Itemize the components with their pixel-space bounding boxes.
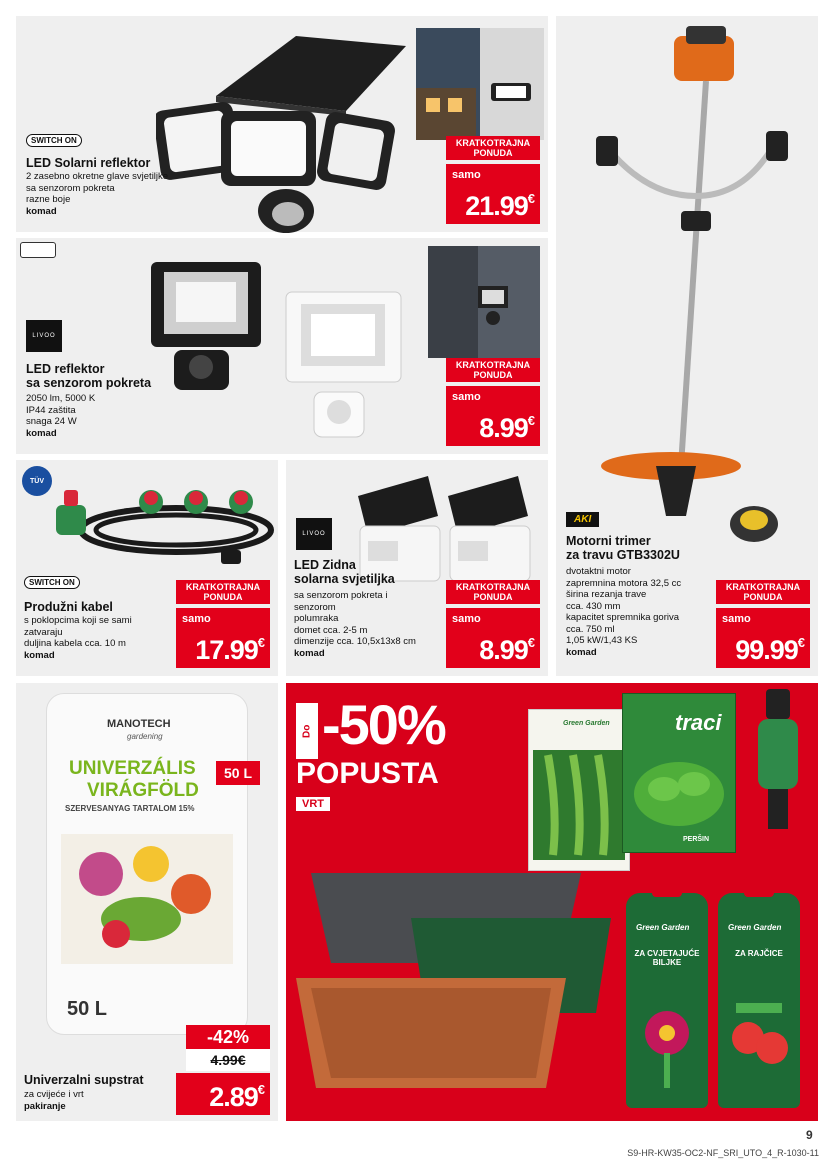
bottle-brand: Green Garden bbox=[636, 923, 690, 932]
bag-title-1: UNIVERZÁLIS bbox=[69, 758, 196, 779]
desc-line: razne boje bbox=[26, 194, 71, 205]
samo-label: samo bbox=[182, 613, 211, 625]
title-line: sa senzorom pokreta bbox=[26, 376, 152, 390]
title-line: LED Zidna bbox=[294, 558, 356, 572]
desc-line: 2050 lm, 5000 K bbox=[26, 393, 96, 404]
promo-label: KRATKOTRAJNA PONUDA bbox=[716, 580, 810, 604]
desc-line: za cvijeće i vrt bbox=[24, 1089, 84, 1100]
promo-label: KRATKOTRAJNA PONUDA bbox=[176, 580, 270, 604]
seed-brand: Green Garden bbox=[563, 720, 610, 727]
promo-label: KRATKOTRAJNA PONUDA bbox=[446, 580, 540, 604]
garden-promo-panel bbox=[286, 683, 818, 1121]
currency: € bbox=[257, 1082, 264, 1097]
old-price-value: 4.99 bbox=[210, 1052, 238, 1068]
planters-image bbox=[296, 863, 636, 1113]
bottle-brand: Green Garden bbox=[728, 923, 782, 932]
footer-code: S9-HR-KW35-OC2-NF_SRI_UTO_4_R-1030-11 bbox=[627, 1148, 819, 1158]
desc-line: sa senzorom pokreta i bbox=[294, 590, 388, 601]
price-box bbox=[176, 1073, 270, 1115]
trimmer-head-image bbox=[724, 496, 784, 546]
price bbox=[209, 1082, 264, 1113]
desc-line: cca. 430 mm bbox=[566, 600, 621, 612]
product-panel-substrate bbox=[16, 683, 278, 1121]
price-value: 99.99 bbox=[735, 635, 798, 665]
price bbox=[479, 413, 534, 444]
product-panel-led-reflector bbox=[16, 238, 548, 454]
currency: € bbox=[237, 1052, 246, 1068]
product-description bbox=[24, 615, 132, 661]
fertilizer-tomatoes bbox=[718, 893, 800, 1108]
certification-icons bbox=[20, 242, 56, 258]
bottle-cap bbox=[744, 877, 774, 897]
category-label: VRT bbox=[296, 797, 330, 811]
product-title: LED Solarni reflektor bbox=[26, 156, 151, 170]
seed-packet-parsley bbox=[622, 693, 736, 853]
product-title bbox=[294, 558, 395, 586]
led-reflector-lifestyle-photo bbox=[428, 246, 540, 358]
bag-title-2: VIRÁGFÖLD bbox=[87, 780, 199, 801]
product-description bbox=[26, 393, 95, 439]
desc-line: domet cca. 2-5 m bbox=[294, 624, 368, 636]
desc-line: 1,05 kW/1,43 KS bbox=[566, 635, 638, 646]
bottle-label: ZA RAJČICE bbox=[735, 949, 783, 958]
product-description bbox=[24, 1089, 84, 1112]
page-number: 9 bbox=[806, 1128, 813, 1142]
beans-photo bbox=[533, 750, 625, 860]
desc-line: 2 zasebno okretne glave svjetiljke bbox=[26, 171, 169, 182]
switch-on-logo: SWITCH ON bbox=[26, 134, 82, 147]
product-panel-trimmer bbox=[556, 16, 818, 676]
unit-label: pakiranje bbox=[24, 1100, 66, 1112]
soil-bag-image bbox=[46, 693, 248, 1035]
price-value: 17.99 bbox=[195, 635, 258, 665]
bottle-label: ZA CVJETAJUĆE BILJKE bbox=[634, 949, 700, 967]
fertilizer-flowers bbox=[626, 893, 708, 1108]
currency: € bbox=[527, 635, 534, 650]
trimmer-image bbox=[586, 26, 806, 546]
unit-label: komad bbox=[26, 427, 57, 439]
price-value: 8.99 bbox=[479, 413, 528, 443]
bag-brand: MANOTECH bbox=[107, 718, 171, 730]
bag-brand-sub: gardening bbox=[127, 732, 163, 741]
livoo-logo: LIVOO bbox=[26, 320, 62, 352]
samo-label: samo bbox=[722, 613, 751, 625]
price-box bbox=[176, 608, 270, 668]
desc-line: polumraka bbox=[294, 613, 339, 624]
price-box bbox=[716, 608, 810, 668]
seed-subtitle: PERŠIN bbox=[683, 836, 710, 843]
desc-line: snaga 24 W bbox=[26, 416, 77, 427]
popusta-label: POPUSTA bbox=[296, 757, 439, 790]
desc-line: cca. 750 ml bbox=[566, 623, 615, 635]
product-panel-wall-light bbox=[286, 460, 548, 676]
solar-reflector-image bbox=[156, 26, 416, 236]
flowers-icon bbox=[634, 993, 700, 1093]
desc-line: duljina kabela cca. 10 m bbox=[24, 638, 126, 649]
samo-label: samo bbox=[452, 391, 481, 403]
product-description bbox=[566, 566, 716, 658]
desc-line: senzorom bbox=[294, 601, 336, 613]
bag-volume: 50 L bbox=[67, 998, 108, 1020]
price bbox=[465, 191, 534, 222]
samo-label: samo bbox=[452, 613, 481, 625]
bottle-cap bbox=[652, 877, 682, 897]
price-value: 2.89 bbox=[209, 1082, 258, 1112]
price-value: 21.99 bbox=[465, 191, 528, 221]
seed-packet-beans bbox=[528, 709, 630, 871]
solar-reflector-lifestyle-photo bbox=[416, 28, 544, 140]
promo-label: KRATKOTRAJNA PONUDA bbox=[446, 136, 540, 160]
tomatoes-icon bbox=[726, 993, 792, 1093]
flowers-illustration bbox=[61, 834, 233, 964]
desc-line: širina rezanja trave bbox=[566, 589, 647, 600]
bag-subtitle: SZERVESANYAG TARTALOM 15% bbox=[65, 804, 195, 813]
desc-line: kapacitet spremnika goriva bbox=[566, 612, 679, 623]
product-panel-solar-reflector bbox=[16, 16, 548, 232]
product-title: Univerzalni supstrat bbox=[24, 1073, 144, 1087]
old-price bbox=[186, 1049, 270, 1071]
desc-line: dvotaktni motor bbox=[566, 566, 631, 577]
price-value: 8.99 bbox=[479, 635, 528, 665]
unit-label: komad bbox=[26, 205, 57, 217]
title-line: LED reflektor bbox=[26, 362, 105, 376]
seed-title: traci bbox=[675, 710, 722, 735]
desc-line: zapremnina motora 32,5 cc bbox=[566, 577, 682, 589]
price-box bbox=[446, 608, 540, 668]
currency: € bbox=[797, 635, 804, 650]
price bbox=[735, 635, 804, 666]
title-line: Motorni trimer bbox=[566, 534, 651, 548]
volume-badge: 50 L bbox=[216, 761, 260, 785]
price bbox=[479, 635, 534, 666]
extension-cable-image bbox=[46, 470, 276, 570]
tuv-badge-icon: TÜV bbox=[22, 466, 52, 496]
currency: € bbox=[527, 191, 534, 206]
discount-percent: -50% bbox=[322, 693, 445, 756]
product-panel-cable bbox=[16, 460, 278, 676]
price-box bbox=[446, 386, 540, 446]
product-title bbox=[566, 534, 680, 562]
parsley-photo bbox=[629, 754, 729, 834]
product-description bbox=[294, 590, 444, 659]
price-box bbox=[446, 164, 540, 224]
desc-line: s poklopcima koji se sami bbox=[24, 615, 132, 626]
hose-connector-image bbox=[748, 689, 808, 849]
currency: € bbox=[257, 635, 264, 650]
aki-logo: AKI bbox=[566, 512, 599, 527]
desc-line: dimenzije cca. 10,5x13x8 cm bbox=[294, 636, 416, 647]
currency: € bbox=[527, 413, 534, 428]
discount-badge: -42% bbox=[186, 1025, 270, 1050]
product-title bbox=[26, 362, 151, 390]
samo-label: samo bbox=[452, 169, 481, 181]
desc-line: zatvaraju bbox=[24, 626, 63, 638]
do-label: Do bbox=[296, 703, 318, 759]
product-title: Produžni kabel bbox=[24, 600, 113, 614]
unit-label: komad bbox=[24, 649, 55, 661]
switch-on-logo: SWITCH ON bbox=[24, 576, 80, 589]
livoo-logo: LIVOO bbox=[296, 518, 332, 550]
led-reflector-image bbox=[146, 242, 406, 452]
unit-label: komad bbox=[566, 646, 597, 658]
price bbox=[195, 635, 264, 666]
title-line: za travu GTB3302U bbox=[566, 548, 680, 562]
desc-line: IP44 zaštita bbox=[26, 404, 76, 416]
promo-label: KRATKOTRAJNA PONUDA bbox=[446, 358, 540, 382]
unit-label: komad bbox=[294, 647, 325, 659]
product-description bbox=[26, 171, 168, 217]
promo-headline bbox=[296, 693, 506, 813]
title-line: solarna svjetiljka bbox=[294, 572, 395, 586]
desc-line: sa senzorom pokreta bbox=[26, 182, 115, 194]
